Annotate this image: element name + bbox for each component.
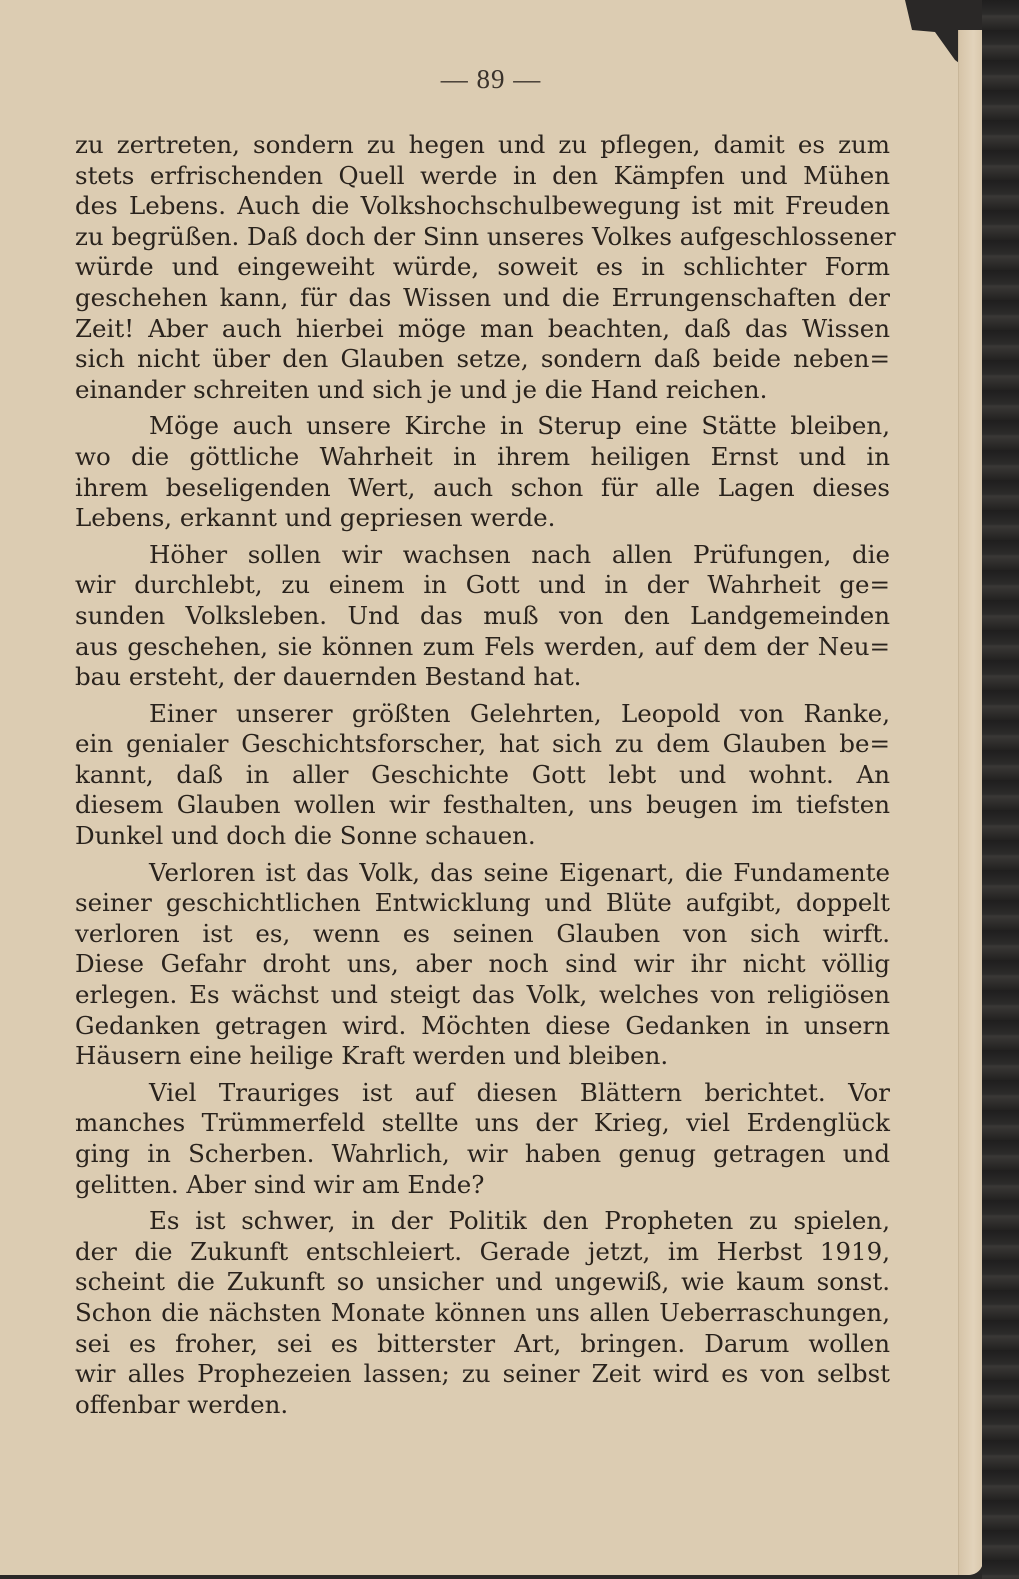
text-line: offenbar werden. (75, 1389, 289, 1419)
text-line: des Lebens. Auch die Volkshochschulbewegung ist mit Freuden (75, 191, 890, 221)
text-line: zu zertreten, sondern zu hegen und zu pflegen, damit es zum (75, 130, 890, 159)
text-line: bau ersteht, der dauernden Bestand hat. (75, 662, 582, 692)
text-line: wo die göttliche Wahrheit in ihrem heiligen Ernst und in (75, 441, 890, 471)
text-line: ging in Scherben. Wahrlich, wir haben genug getragen und (75, 1139, 890, 1168)
text-line: Dunkel und doch die Sonne schauen. (75, 821, 536, 851)
text-line: Einer unserer größten Gelehrten, Leopold von Ranke, (149, 698, 890, 728)
text-line: Es ist schwer, in der Politik den Propheten zu spielen, (149, 1206, 890, 1236)
text-line: Lebens, erkannt und gepriesen werde. (75, 503, 556, 533)
text-line: sunden Volksleben. Und das muß von den Landgemeinden (75, 600, 890, 630)
text-line: gelitten. Aber sind wir am Ende? (75, 1169, 485, 1199)
text-line: kannt, daß in aller Geschichte Gott lebt und wohnt. An (75, 759, 890, 789)
text-line: zu begrüßen. Daß doch der Sinn unseres Volkes aufgeschlossener (75, 221, 896, 251)
text-line: verloren ist es, wenn es seinen Glauben von sich wirft. (75, 918, 890, 948)
text-line: der die Zukunft entschleiert. Gerade jetzt, im Herbst 1919, (75, 1236, 890, 1266)
text-line: aus geschehen, sie können zum Fels werden, auf dem der Neu= (75, 631, 890, 661)
text-line: Möge auch unsere Kirche in Sterup eine Stätte bleiben, (149, 411, 890, 441)
text-line: ihrem beseligenden Wert, auch schon für alle Lagen dieses (75, 472, 890, 502)
paragraph (75, 699, 890, 852)
text-line: Höher sollen wir wachsen nach allen Prüfungen, die (149, 539, 890, 569)
text-line: wir alles Prophezeien lassen; zu seiner Zeit wird es von selbst (75, 1359, 890, 1389)
book-spine-background (982, 0, 1019, 1579)
paragraph (75, 130, 896, 405)
text-line: Diese Gefahr droht uns, aber noch sind wir ihr nicht völlig (75, 949, 890, 979)
text-line: diesem Glauben wollen wir festhalten, uns beugen im tiefsten (75, 790, 890, 820)
page-body-text (75, 130, 896, 1420)
text-line: wir durchlebt, zu einem in Gott und in der Wahrheit ge= (75, 570, 890, 600)
text-line: seiner geschichtlichen Entwicklung und Blüte aufgibt, doppelt (75, 888, 890, 918)
text-line: geschehen kann, für das Wissen und die Errungenschaften der (75, 282, 890, 312)
text-line: Häusern eine heilige Kraft werden und bleiben. (75, 1041, 669, 1071)
text-line: erlegen. Es wächst und steigt das Volk, welches von religiösen (75, 980, 890, 1010)
text-line: einander schreiten und sich je und je die Hand reichen. (75, 374, 768, 404)
paragraph (75, 1206, 890, 1420)
text-line: Zeit! Aber auch hierbei möge man beachten, daß das Wissen (75, 313, 890, 343)
text-line: Schon die nächsten Monate können uns allen Ueberraschungen, (75, 1297, 890, 1327)
paragraph (75, 540, 890, 693)
text-line: stets erfrischenden Quell werde in den Kämpfen und Mühen (75, 160, 890, 190)
text-line: ein genialer Geschichtsforscher, hat sich zu dem Glauben be= (75, 729, 890, 759)
page-edge (958, 30, 983, 1575)
text-line: sich nicht über den Glauben setze, sondern daß beide neben= (75, 344, 890, 374)
page-number: — 89 — (440, 64, 542, 94)
text-line: scheint die Zukunft so unsicher und ungewiß, wie kaum sonst. (75, 1267, 890, 1297)
text-line: würde und eingeweiht würde, soweit es in schlichter Form (75, 252, 890, 282)
text-line: Gedanken getragen wird. Möchten diese Gedanken in unsern (75, 1010, 890, 1040)
text-line: Viel Trauriges ist auf diesen Blättern berichtet. Vor (149, 1077, 890, 1107)
paragraph (75, 1078, 890, 1200)
paragraph (75, 858, 890, 1072)
paragraph (75, 411, 890, 533)
text-line: Verloren ist das Volk, das seine Eigenart, die Fundamente (149, 857, 890, 887)
text-line: sei es froher, sei es bitterster Art, bringen. Darum wollen (75, 1328, 890, 1358)
text-line: manches Trümmerfeld stellte uns der Krieg, viel Erdenglück (75, 1108, 890, 1138)
